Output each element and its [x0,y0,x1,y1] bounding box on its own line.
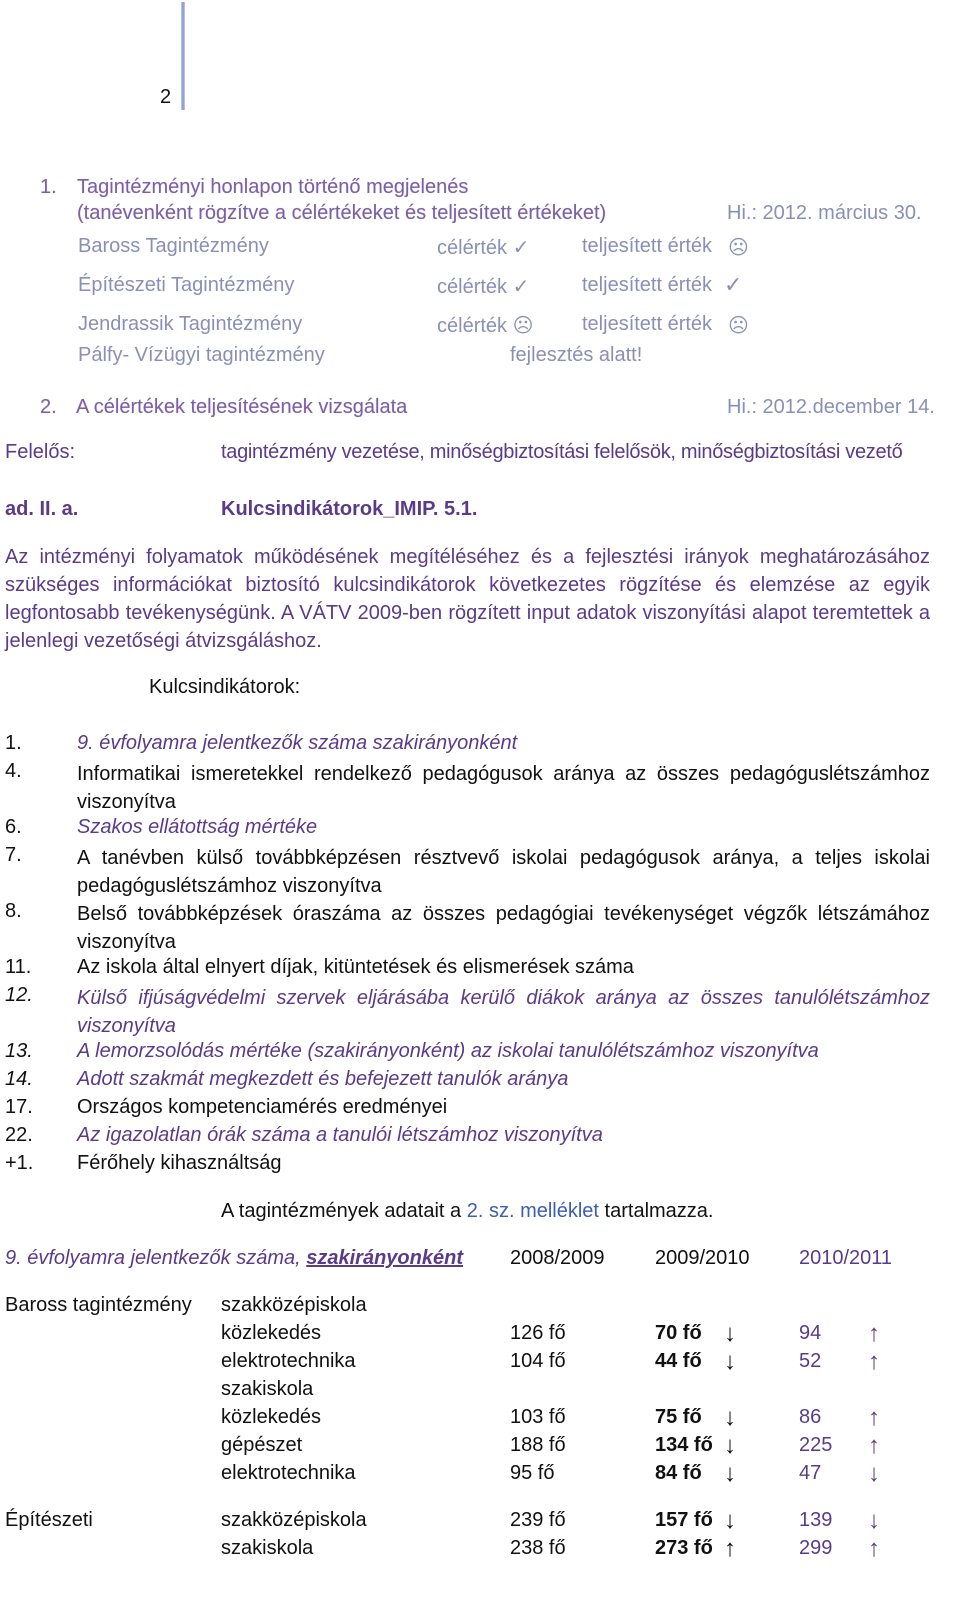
indicator-number: 14. [5,1068,33,1090]
year-header: 2008/2009 [510,1247,605,1269]
value-2010: 299 [799,1537,833,1559]
value-2009: 70 fő [655,1322,702,1344]
sad-face-icon: ☹ [728,237,749,259]
year-header: 2009/2010 [655,1247,750,1269]
indicator-text: Belső továbbképzések óraszáma az összes pedagógiai tevékenységet végzők létszámához viszonyítva [77,903,930,953]
sad-face-icon: ☹ [728,315,749,337]
arrow-up-icon: ↑ [868,1535,880,1562]
status-row-name: Pálfy- Vízügyi tagintézmény [78,344,325,366]
intro-paragraph: Az intézményi folyamatok működésének megítéléséhez és a fejlesztési irányok meghatározásához szükséges információkat biztosító kulcsindikátorok következetes rögzítése és elemzése az egyik legfontosabb tevékenységünk. A VÁTV 2009-ben rögzített input adatok viszonyítási alapot teremtettek a jelenlegi vezetőségi átvizsgáláshoz. [5,546,930,652]
arrow-down-icon: ↓ [724,1507,736,1534]
table-title-emphasis: szakirányonként [306,1247,463,1269]
indicator-text: Az iskola által elnyert díjak, kitüntetések és elismerések száma [77,956,634,978]
specialization: közlekedés [221,1322,322,1344]
value-2009: 84 fő [655,1462,702,1484]
status-row-name: Építészeti Tagintézmény [78,274,295,296]
arrow-up-icon: ↑ [724,1535,736,1562]
value-2010: 225 [799,1434,833,1456]
school-type: szakközépiskola [221,1294,367,1316]
section1-number: 1. [40,176,57,198]
school-type: szakiskola [221,1537,314,1559]
specialization: gépészet [221,1434,303,1456]
table-title-text: 9. évfolyamra jelentkezők száma, [5,1247,301,1269]
annex-post: tartalmazza. [604,1200,714,1222]
status-row-done: teljesített érték [582,313,713,335]
value-2008: 103 fő [510,1406,566,1428]
indicator-number: +1. [5,1152,34,1174]
status-row-name: Jendrassik Tagintézmény [78,313,303,335]
arrow-down-icon: ↓ [868,1507,880,1534]
section-label: ad. II. a. [5,498,79,520]
section2-title: A célértékek teljesítésének vizsgálata [76,396,408,418]
school-type: szakiskola [221,1378,314,1400]
page-number: 2 [160,86,172,108]
value-2008: 126 fő [510,1322,566,1344]
arrow-up-icon: ↑ [868,1348,880,1375]
indicator-number: 17. [5,1096,33,1118]
indicator-number: 11. [5,956,32,978]
year-header: 2010/2011 [799,1247,893,1269]
indicator-text: Adott szakmát megkezdett és befejezett tanulók aránya [77,1068,569,1090]
specialization: elektrotechnika [221,1462,356,1484]
value-2008: 238 fő [510,1537,566,1559]
section-title: Kulcsindikátorok_IMIP. 5.1. [221,498,478,520]
institution-name: Baross tagintézmény [5,1294,192,1316]
arrow-up-icon: ↑ [868,1320,880,1347]
value-2010: 86 [799,1406,822,1428]
value-2009: 75 fő [655,1406,702,1428]
value-2009: 134 fő [655,1434,713,1456]
indicator-number: 22. [5,1124,33,1146]
indicator-text: A tanévben külső továbbképzésen résztvevő iskolai pedagógusok aránya, a teljes iskolai pedagóguslétszámhoz viszonyítva [77,847,930,897]
indicator-number: 7. [5,844,22,866]
indicator-text: Országos kompetenciamérés eredményei [77,1096,448,1118]
value-2009: 44 fő [655,1350,702,1372]
indicator-text: Szakos ellátottság mértéke [77,816,318,838]
section1-title: Tagintézményi honlapon történő megjelenés [77,176,469,198]
indicators-heading: Kulcsindikátorok: [149,676,301,698]
arrow-up-icon: ↑ [868,1404,880,1431]
check-icon: ✓ [724,272,743,297]
arrow-up-icon: ↑ [868,1432,880,1459]
arrow-down-icon: ↓ [724,1404,736,1431]
specialization: elektrotechnika [221,1350,356,1372]
indicator-number: 8. [5,900,22,922]
section2-deadline: Hi.: 2012.december 14. [727,396,935,418]
table-title [5,1247,463,1270]
indicator-text: Informatikai ismeretekkel rendelkező pedagógusok aránya az összes pedagóguslétszámhoz viszonyítva [77,763,930,813]
status-row-done: teljesített érték [582,274,713,296]
arrow-down-icon: ↓ [724,1460,736,1487]
arrow-down-icon: ↓ [724,1320,736,1347]
value-2008: 239 fő [510,1509,566,1531]
indicator-text: Külső ifjúságvédelmi szervek eljárásába kerülő diákok aránya az összes tanulólétszámhoz viszonyítva [77,987,930,1037]
indicator-number: 1. [5,732,22,754]
value-2008: 95 fő [510,1462,555,1484]
value-2010: 47 [799,1462,822,1484]
arrow-down-icon: ↓ [724,1432,736,1459]
indicator-number: 6. [5,816,22,838]
status-row-done: teljesített érték [582,235,713,257]
indicator-number: 13. [5,1040,33,1062]
annex-pre: A tagintézmények adatait a [221,1200,462,1222]
institution-name: Építészeti [5,1509,93,1531]
indicator-text: A lemorzsolódás mértéke (szakirányonként) az iskolai tanulólétszámhoz viszonyítva [77,1040,819,1062]
value-2009: 157 fő [655,1509,713,1531]
indicator-text: 9. évfolyamra jelentkezők száma szakirányonként [77,732,518,754]
school-type: szakközépiskola [221,1509,367,1531]
arrow-down-icon: ↓ [868,1460,880,1487]
arrow-down-icon: ↓ [724,1348,736,1375]
annex-line [221,1200,713,1223]
indicator-text: Férőhely kihasználtság [77,1152,282,1174]
value-2010: 94 [799,1322,822,1344]
section1-subtitle: (tanévenként rögzítve a célértékeket és teljesített értékeket) [77,202,607,224]
indicator-number: 12. [5,984,33,1006]
indicator-text: Az igazolatlan órák száma a tanulói létszámhoz viszonyítva [77,1124,603,1146]
status-row-name: Baross Tagintézmény [78,235,269,257]
indicator-number: 4. [5,760,22,782]
status-row-target: célérték ✓ [437,276,530,298]
value-2008: 104 fő [510,1350,566,1372]
value-2010: 139 [799,1509,833,1531]
value-2008: 188 fő [510,1434,566,1456]
margin-bar [181,2,185,110]
annex-link[interactable]: 2. sz. melléklet [466,1200,599,1222]
responsible-value: tagintézmény vezetése, minőségbiztosítási felelősök, minőségbiztosítási vezető [221,441,903,463]
value-2009: 273 fő [655,1537,713,1559]
specialization: közlekedés [221,1406,322,1428]
section1-deadline: Hi.: 2012. március 30. [727,202,922,224]
status-row-target: célérték ☹ [437,315,534,337]
value-2010: 52 [799,1350,822,1372]
section2-number: 2. [40,396,57,418]
status-row-note: fejlesztés alatt! [510,344,643,366]
status-row-target: célérték ✓ [437,237,530,259]
responsible-label: Felelős: [5,441,76,463]
